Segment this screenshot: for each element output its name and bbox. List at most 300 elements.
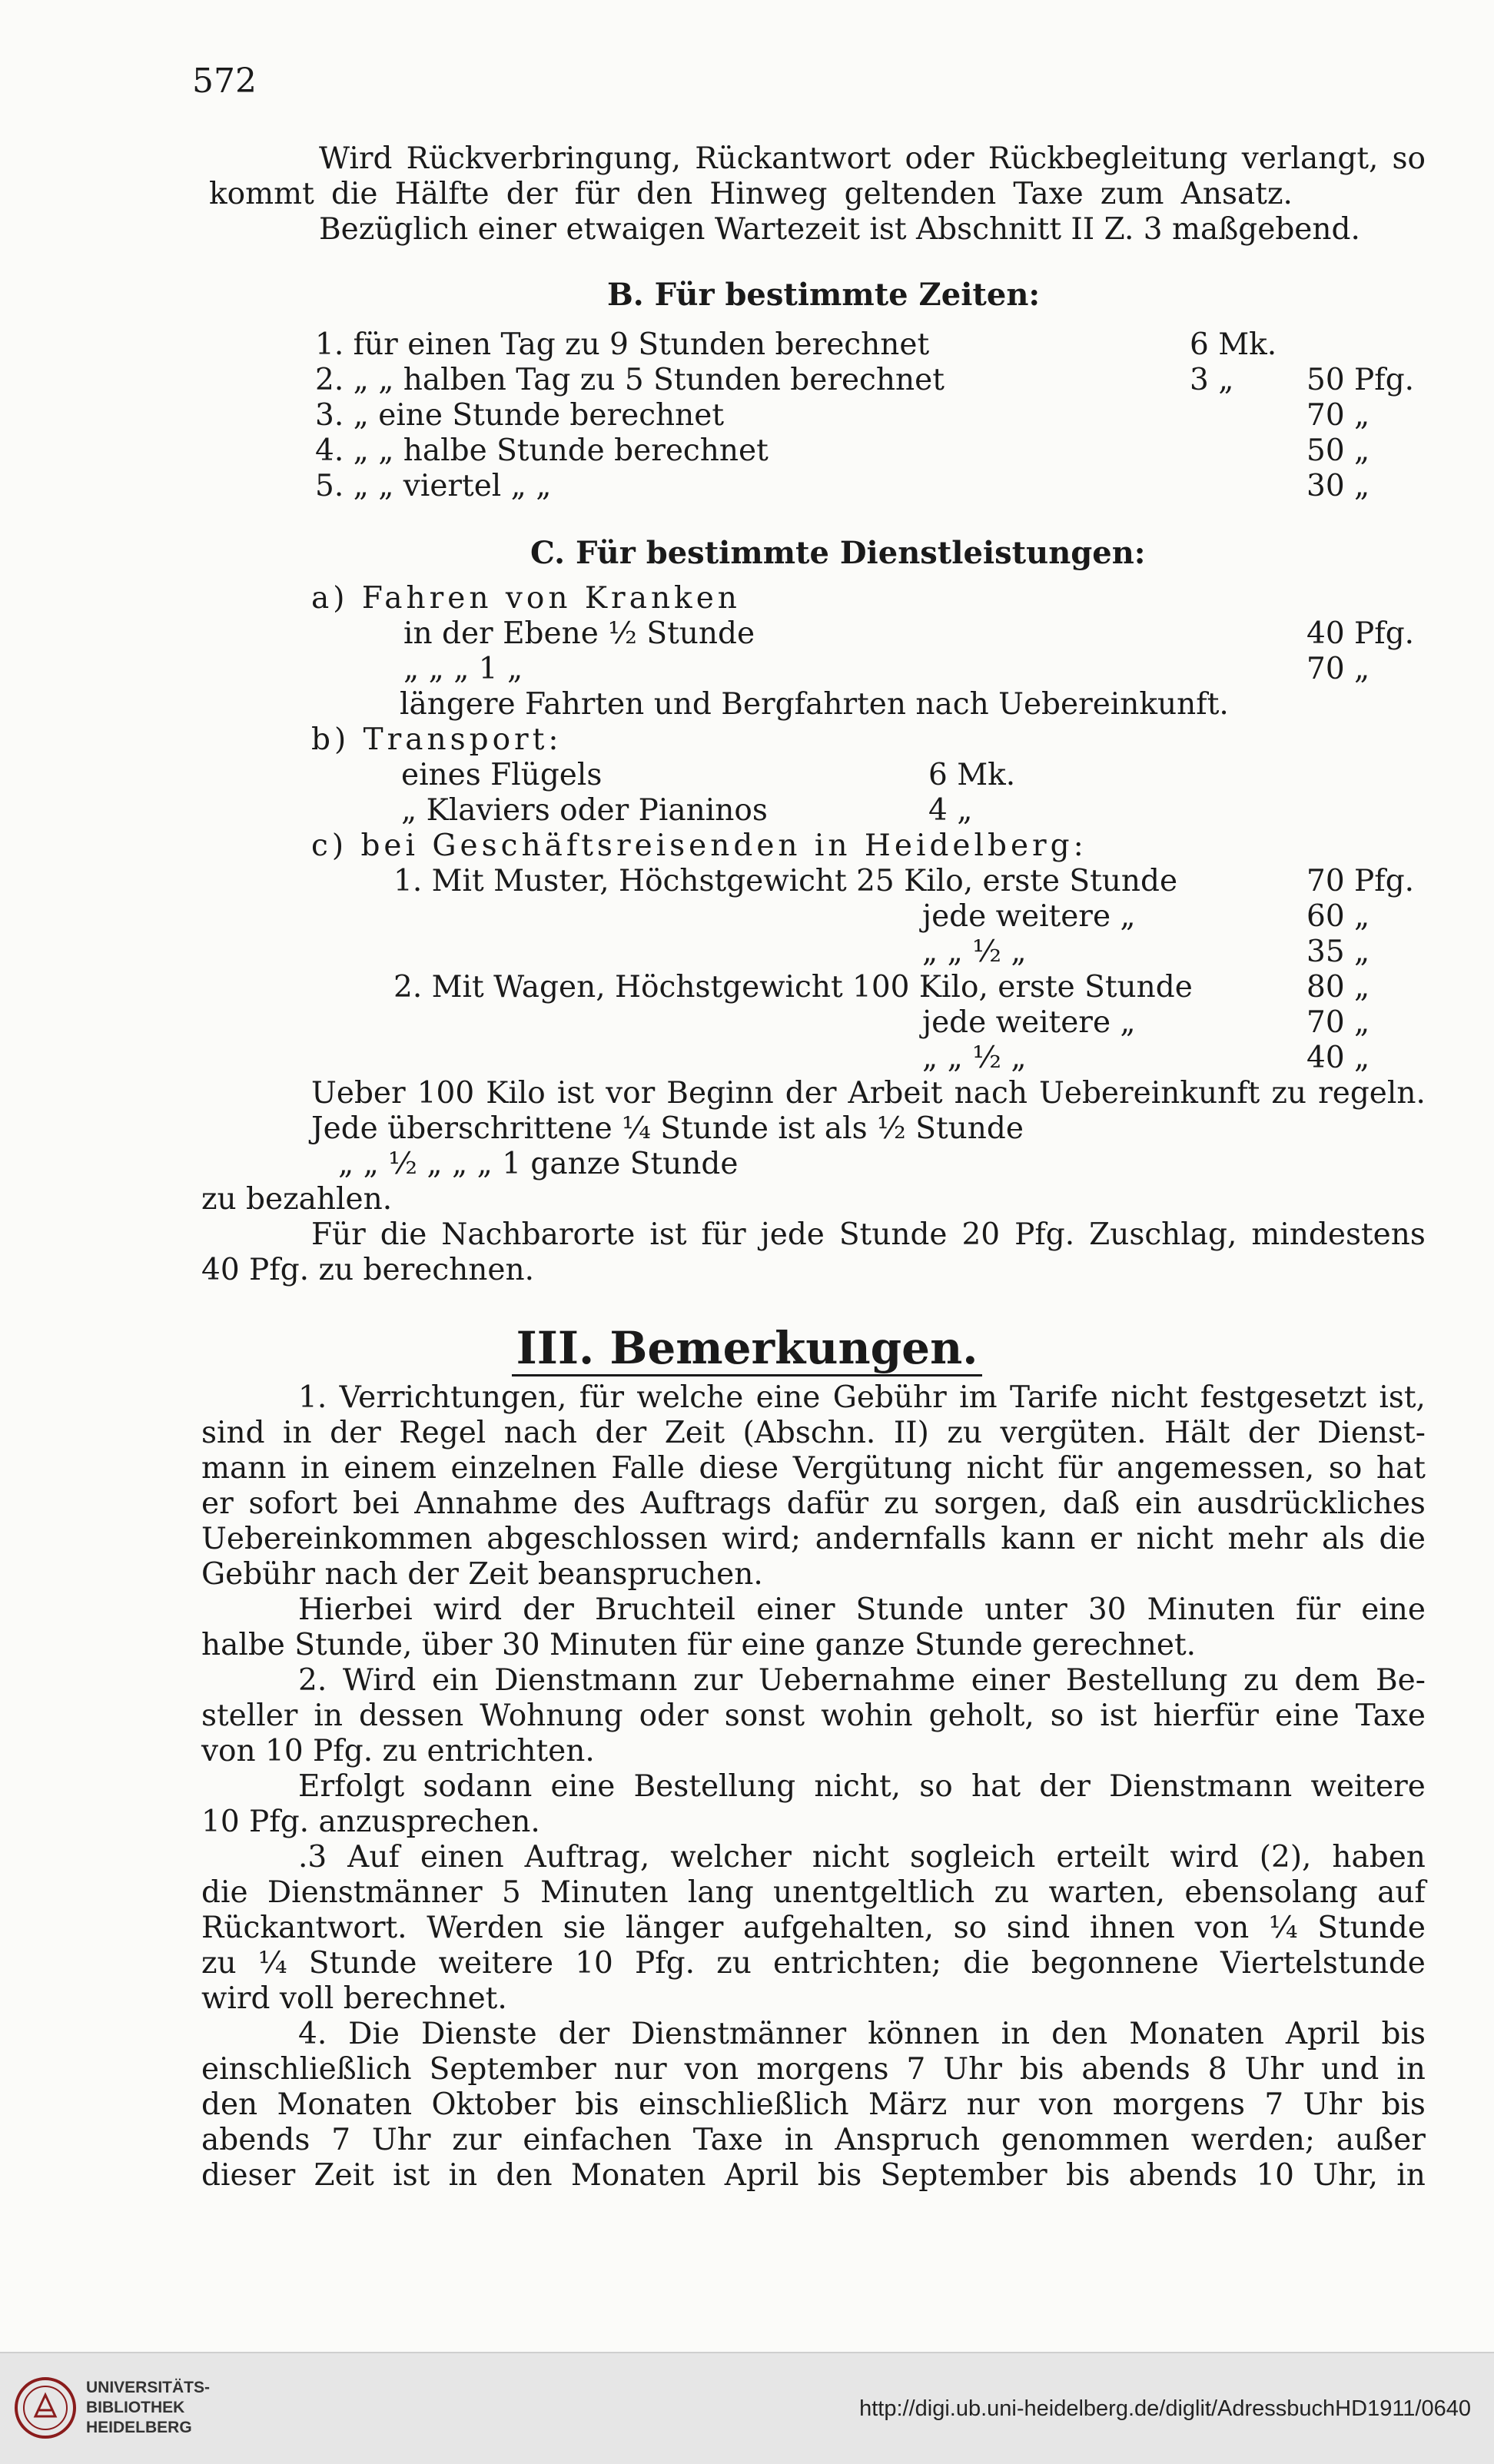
word: in — [1001, 2017, 1031, 2051]
word: andernfalls — [815, 1522, 987, 1556]
word: zu — [201, 1946, 237, 1981]
word: dem — [1294, 1663, 1360, 1698]
travel-row-price: 80 „ — [1306, 970, 1370, 1005]
word: steller — [201, 1699, 298, 1733]
word: für — [1296, 1592, 1341, 1627]
word: haben — [1332, 1840, 1426, 1875]
word: ist — [556, 1076, 595, 1111]
word: bis — [1065, 2158, 1111, 2193]
word: .3 — [298, 1840, 327, 1875]
word: Annahme — [414, 1486, 559, 1521]
word: wohin — [821, 1699, 913, 1733]
travel-row-label: 1. Mit Muster, Höchstgewicht 25 Kilo, erste Stunde — [393, 864, 1178, 898]
word: für — [1057, 1451, 1103, 1486]
word: Beginn — [666, 1076, 774, 1111]
word: sofort — [248, 1486, 338, 1521]
word: Dienstmann — [494, 1663, 678, 1698]
word: ist — [649, 1217, 687, 1252]
word: Ansatz. — [1180, 177, 1293, 211]
section-c-b-title: b) Transport: — [311, 722, 563, 757]
word: angemessen, — [1117, 1451, 1315, 1486]
word: festgesetzt — [1200, 1380, 1367, 1415]
sick-transport-row-price: 70 „ — [1306, 652, 1370, 686]
word: Regel — [399, 1416, 486, 1450]
word: bis — [1381, 2017, 1426, 2051]
word: einem — [344, 1451, 437, 1486]
word: 7 — [331, 2123, 351, 2157]
word: diese — [699, 1451, 779, 1486]
word: Die — [348, 2017, 400, 2051]
word: Tarife — [1009, 1380, 1098, 1415]
word: der — [595, 1416, 647, 1450]
word: mindestens — [1251, 1217, 1426, 1252]
word: geltenden — [844, 177, 997, 211]
word: in — [314, 1699, 344, 1733]
word: hat — [1376, 1451, 1426, 1486]
word: aufgehalten, — [743, 1911, 935, 1945]
word: Falle — [611, 1451, 685, 1486]
word: kommt — [209, 177, 314, 211]
word: Dienste — [420, 2017, 537, 2051]
word: Zeit — [664, 1416, 725, 1450]
word: April — [1285, 2017, 1360, 2051]
word: zur — [452, 2123, 502, 2157]
word: von — [1194, 1911, 1250, 1945]
word: ¼ — [257, 1946, 287, 1981]
word: geholt, — [928, 1699, 1034, 1733]
transport-row-label: „ Klaviers oder Pianinos — [401, 793, 768, 828]
travel-row-label: jede weitere „ — [922, 1005, 1136, 1040]
word: Minuten — [1147, 1592, 1275, 1627]
tariff-row-label: 3. „ eine Stunde berechnet — [315, 398, 725, 433]
word: vor — [606, 1076, 656, 1111]
word: bis — [1019, 2052, 1064, 2087]
word: unter — [984, 1592, 1067, 1627]
word: ist — [393, 2158, 430, 2193]
travel-row-label: „ „ ½ „ — [922, 935, 1027, 969]
word: 7 — [1264, 2087, 1284, 2122]
remarks-line — [201, 1451, 1426, 1486]
university-seal-icon — [14, 2376, 77, 2439]
word: in — [784, 2123, 814, 2157]
word: ebensolang — [1184, 1875, 1358, 1910]
sick-transport-row-label: „ „ „ 1 „ — [403, 652, 523, 686]
word: weitere — [438, 1946, 554, 1981]
word: als — [1322, 1522, 1365, 1556]
source-url-link[interactable]: http://digi.ub.uni-heidelberg.de/diglit/AdressbuchHD1911/0640 — [859, 2396, 1471, 2421]
word: Stunde — [855, 1592, 964, 1627]
word: den — [636, 177, 693, 211]
word: Minuten — [540, 1875, 669, 1910]
word: der — [558, 2017, 610, 2051]
word: welche — [636, 1380, 744, 1415]
c-note-line-2: Jede überschrittene ¼ Stunde ist als ½ Stunde — [311, 1111, 1024, 1146]
travel-row-price: 70 „ — [1306, 1005, 1370, 1040]
word: Zuschlag, — [1089, 1217, 1237, 1252]
word: nicht — [1136, 1522, 1213, 1556]
word: oder — [905, 141, 974, 176]
word: September — [880, 2158, 1047, 2193]
word: Hält — [1164, 1416, 1230, 1450]
word: abends — [1128, 2158, 1238, 2193]
remarks-line — [201, 1522, 1426, 1557]
transport-row-price: 4 „ — [928, 793, 973, 828]
word: ist, — [1379, 1380, 1426, 1415]
word: Anspruch — [835, 2123, 981, 2157]
word: auf — [1377, 1875, 1426, 1910]
word: 1. — [298, 1380, 327, 1415]
word: wird; — [722, 1522, 802, 1556]
remarks-line — [201, 1416, 1426, 1451]
travel-row-price: 70 Pfg. — [1306, 864, 1415, 898]
word: zu — [994, 1875, 1030, 1910]
word: Nachbarorte — [441, 1217, 636, 1252]
word: Auf — [347, 1840, 400, 1875]
word: so — [953, 1911, 988, 1945]
library-name-line-3: HEIDELBERG — [86, 2419, 192, 2436]
word: kann — [1001, 1522, 1076, 1556]
word: Dienstmänner — [631, 2017, 847, 2051]
word: außer — [1336, 2123, 1426, 2157]
word: 2. — [298, 1663, 327, 1698]
word: nur — [966, 2087, 1020, 2122]
word: so — [1328, 1451, 1363, 1486]
word: nicht — [812, 1840, 890, 1875]
remarks-line: von 10 Pfg. zu entrichten. — [201, 1734, 595, 1768]
tariff-row-pfennig: 30 „ — [1306, 469, 1370, 503]
travel-row-label: jede weitere „ — [922, 899, 1136, 934]
section-c-a-note: längere Fahrten und Bergfahrten nach Uebereinkunft. — [400, 687, 1229, 722]
word: den — [496, 2158, 553, 2193]
word: 10 — [1256, 2158, 1294, 2193]
word: die — [380, 1217, 427, 1252]
word: des — [573, 1486, 626, 1521]
c-note-line-5 — [311, 1217, 1426, 1253]
c-note-line-1 — [311, 1076, 1426, 1111]
remarks-line — [201, 1699, 1426, 1734]
travel-row-price: 40 „ — [1306, 1041, 1370, 1075]
word: 10 — [575, 1946, 613, 1981]
word: in — [283, 1416, 312, 1450]
word: für — [574, 177, 619, 211]
remarks-line — [201, 2052, 1426, 2087]
word: dieser — [201, 2158, 296, 2193]
word: ein — [431, 1663, 479, 1698]
library-name-line-2: BIBLIOTHEK — [86, 2399, 185, 2416]
remarks-line — [201, 2087, 1426, 2123]
word: eine — [755, 1380, 821, 1415]
word: nicht — [1111, 1380, 1188, 1415]
word: unentgeltlich — [773, 1875, 975, 1910]
word: so — [919, 1769, 953, 1804]
word: Pfg. — [635, 1946, 696, 1981]
word: 4. — [298, 2017, 327, 2051]
remarks-line — [201, 2158, 1426, 2193]
word: Uhr — [943, 2052, 1002, 2087]
word: Hinweg — [709, 177, 828, 211]
remarks-line — [298, 2017, 1426, 2052]
library-name-line-1: UNIVERSITÄTS- — [86, 2379, 211, 2396]
word: Arbeit — [848, 1076, 943, 1111]
word: nach — [954, 1076, 1028, 1111]
word: einfachen — [523, 2123, 672, 2157]
word: Rückantwort — [695, 141, 891, 176]
word: Verrichtungen, — [339, 1380, 567, 1415]
word: sogleich — [909, 1840, 1036, 1875]
word: Monaten — [1129, 2017, 1264, 2051]
word: (2), — [1259, 1840, 1312, 1875]
word: die — [963, 1946, 1010, 1981]
word: 30 — [1087, 1592, 1127, 1627]
tariff-row-label: 5. „ „ viertel „ „ — [315, 469, 552, 503]
word: zu — [716, 1946, 752, 1981]
word: sind — [201, 1416, 265, 1450]
c-note-line-4: zu bezahlen. — [201, 1182, 393, 1217]
word: mann — [201, 1451, 287, 1486]
word: September — [429, 2052, 596, 2087]
tariff-row-label: 4. „ „ halbe Stunde berechnet — [315, 433, 769, 468]
remarks-line — [201, 1486, 1426, 1522]
word: ihnen — [1090, 1911, 1175, 1945]
remarks-line: halbe Stunde, über 30 Minuten für eine ganze Stunde gerechnet. — [201, 1628, 1197, 1662]
word: 5 — [501, 1875, 521, 1910]
word: (Abschn. — [742, 1416, 876, 1450]
tariff-row-pfennig: 50 Pfg. — [1306, 363, 1415, 397]
word: welcher — [670, 1840, 792, 1875]
word: eine — [1274, 1699, 1340, 1733]
word: die — [1379, 1522, 1426, 1556]
tariff-row-label: 2. „ „ halben Tag zu 5 Stunden berechnet — [315, 363, 945, 397]
word: ist — [1100, 1699, 1137, 1733]
word: werden; — [1190, 2123, 1315, 2157]
word: abends — [201, 2123, 310, 2157]
word: der — [1247, 1416, 1300, 1450]
word: Uebereinkommen — [201, 1522, 473, 1556]
word: er — [1090, 1522, 1122, 1556]
word: Be- — [1376, 1663, 1426, 1698]
travel-row-label: „ „ ½ „ — [922, 1041, 1027, 1075]
tariff-row-pfennig: 70 „ — [1306, 398, 1370, 433]
word: 100 — [417, 1076, 475, 1111]
remarks-line — [298, 1840, 1426, 1875]
word: sonst — [724, 1699, 805, 1733]
word: Hierbei — [298, 1592, 413, 1627]
word: hat — [971, 1769, 1021, 1804]
word: eine — [550, 1769, 616, 1804]
library-name — [86, 2378, 210, 2438]
c-note-line-3: „ „ ½ „ „ „ 1 ganze Stunde — [338, 1147, 739, 1181]
remarks-line: Gebühr nach der Zeit beanspruchen. — [201, 1557, 763, 1592]
word: er — [201, 1486, 234, 1521]
word: daß — [1062, 1486, 1120, 1521]
word: verlangt, — [1241, 141, 1379, 176]
section-b-heading: B. Für bestimmte Zeiten: — [607, 277, 1041, 313]
word: Auftrags — [640, 1486, 772, 1521]
word: 7 — [906, 2052, 926, 2087]
word: länger — [625, 1911, 724, 1945]
remarks-line — [201, 2123, 1426, 2158]
word: Uhr, — [1313, 2158, 1378, 2193]
remarks-line — [201, 1875, 1426, 1911]
word: entrichten; — [773, 1946, 941, 1981]
word: Rückbegleitung — [988, 141, 1228, 176]
word: einzelnen — [450, 1451, 597, 1486]
word: dessen — [359, 1699, 464, 1733]
word: Dienst- — [1317, 1416, 1426, 1450]
word: Bestellung — [1065, 1663, 1228, 1698]
word: abends — [1081, 2052, 1190, 2087]
word: Uebereinkunft — [1039, 1076, 1260, 1111]
intro-line-2 — [209, 177, 1293, 212]
word: eine — [1361, 1592, 1426, 1627]
word: der — [330, 1416, 381, 1450]
word: können — [868, 2017, 980, 2051]
word: zur — [692, 1663, 743, 1698]
word: Uhr — [371, 2123, 431, 2157]
word: bis — [1381, 2087, 1426, 2122]
word: Für — [311, 1217, 366, 1252]
section-c-a-title: a) Fahren von Kranken — [311, 581, 741, 616]
word: warten, — [1048, 1875, 1166, 1910]
word: der — [1039, 1769, 1091, 1804]
word: wird — [1170, 1840, 1239, 1875]
word: genommen — [1001, 2123, 1170, 2157]
word: nach — [503, 1416, 578, 1450]
tariff-row-pfennig: 50 „ — [1306, 433, 1370, 468]
word: Vergütung — [792, 1451, 952, 1486]
word: bis — [817, 2158, 862, 2193]
word: Dienstmann — [1109, 1769, 1293, 1804]
word: ¼ — [1268, 1911, 1298, 1945]
word: Monaten — [570, 2158, 706, 2193]
intro-line-3: Bezüglich einer etwaigen Wartezeit ist Abschnitt II Z. 3 maßgebend. — [319, 212, 1360, 247]
word: so — [1392, 141, 1426, 176]
word: im — [959, 1380, 998, 1415]
word: in — [448, 2158, 478, 2193]
word: einen — [420, 1840, 504, 1875]
word: Werden — [427, 1911, 544, 1945]
word: für — [701, 1217, 746, 1252]
word: einer — [971, 1663, 1051, 1698]
word: II) — [893, 1416, 929, 1450]
word: Stunde — [1317, 1911, 1426, 1945]
word: ein — [1134, 1486, 1182, 1521]
word: von — [1038, 2087, 1094, 2122]
word: regeln. — [1318, 1076, 1426, 1111]
word: der — [506, 177, 558, 211]
tariff-row-mark: 3 „ — [1190, 363, 1234, 397]
remarks-line — [298, 1663, 1426, 1699]
section-c-heading: C. Für bestimmte Dienstleistungen: — [530, 535, 1146, 571]
word: mehr — [1227, 1522, 1308, 1556]
word: Oktober — [431, 2087, 556, 2122]
word: sodann — [423, 1769, 533, 1804]
word: die — [201, 1875, 248, 1910]
word: in — [300, 1451, 330, 1486]
section-iii-heading — [0, 1322, 1494, 1374]
tariff-row-label: 1. für einen Tag zu 9 Stunden berechnet — [315, 327, 930, 362]
word: Monaten — [277, 2087, 413, 2122]
word: Dienstmänner — [267, 1875, 483, 1910]
word: sorgen, — [934, 1486, 1048, 1521]
word: so — [1050, 1699, 1084, 1733]
word: nicht — [966, 1451, 1044, 1486]
remarks-line: wird voll berechnet. — [201, 1981, 507, 2016]
word: Viertelstunde — [1220, 1946, 1426, 1981]
word: für — [579, 1380, 624, 1415]
word: nur — [613, 2052, 667, 2087]
word: die — [330, 177, 378, 211]
word: den — [1051, 2017, 1108, 2051]
word: in — [1396, 2158, 1426, 2193]
word: vergüten. — [1000, 1416, 1147, 1450]
transport-row-price: 6 Mk. — [928, 758, 1016, 792]
word: zu — [1243, 1663, 1279, 1698]
word: zu — [947, 1416, 982, 1450]
word: 8 — [1207, 2052, 1227, 2087]
section-iii-heading-text: III. Bemerkungen. — [512, 1322, 983, 1376]
word: Uhr — [1244, 2052, 1304, 2087]
word: weitere — [1310, 1769, 1426, 1804]
page-number: 572 — [192, 61, 257, 101]
word: Ueber — [311, 1076, 406, 1111]
word: Wohnung — [480, 1699, 623, 1733]
sick-transport-row-price: 40 Pfg. — [1306, 616, 1415, 651]
travel-row-price: 60 „ — [1306, 899, 1370, 934]
word: jede — [760, 1217, 825, 1252]
word: Uebernahme — [758, 1663, 956, 1698]
word: sie — [563, 1911, 606, 1945]
word: hierfür — [1153, 1699, 1259, 1733]
word: zu — [1271, 1076, 1307, 1111]
word: einer — [756, 1592, 835, 1627]
word: morgens — [756, 2052, 889, 2087]
remarks-line — [298, 1769, 1426, 1805]
word: dafür — [786, 1486, 869, 1521]
word: April — [724, 2158, 799, 2193]
word: einschließlich — [201, 2052, 412, 2087]
remarks-line: 10 Pfg. anzusprechen. — [201, 1805, 540, 1839]
sick-transport-row-label: in der Ebene ½ Stunde — [403, 616, 755, 651]
word: zu — [883, 1486, 919, 1521]
word: in — [1396, 2052, 1426, 2087]
word: Auftrag, — [524, 1840, 650, 1875]
word: Rückantwort. — [201, 1911, 407, 1945]
word: Wird — [342, 1663, 417, 1698]
c-note-line-6: 40 Pfg. zu berechnen. — [201, 1253, 534, 1287]
word: Wird — [319, 141, 393, 176]
word: den — [201, 2087, 258, 2122]
word: Hälfte — [394, 177, 490, 211]
word: Stunde — [308, 1946, 417, 1981]
word: und — [1321, 2052, 1379, 2087]
word: ausdrückliches — [1197, 1486, 1426, 1521]
footer-bar — [0, 2352, 1494, 2464]
word: bei — [353, 1486, 400, 1521]
remarks-line — [298, 1592, 1426, 1628]
section-c-c-title: c) bei Geschäftsreisenden in Heidelberg: — [311, 829, 1087, 863]
word: nicht, — [814, 1769, 901, 1804]
word: sind — [1006, 1911, 1071, 1945]
word: Stunde — [838, 1217, 948, 1252]
word: 20 — [961, 1217, 1001, 1252]
word: Pfg. — [1014, 1217, 1075, 1252]
remarks-line — [201, 1911, 1426, 1946]
intro-line-1 — [319, 141, 1426, 177]
travel-row-label: 2. Mit Wagen, Höchstgewicht 100 Kilo, erste Stunde — [393, 970, 1193, 1005]
word: Bruchteil — [594, 1592, 736, 1627]
remarks-line — [298, 1380, 1426, 1416]
